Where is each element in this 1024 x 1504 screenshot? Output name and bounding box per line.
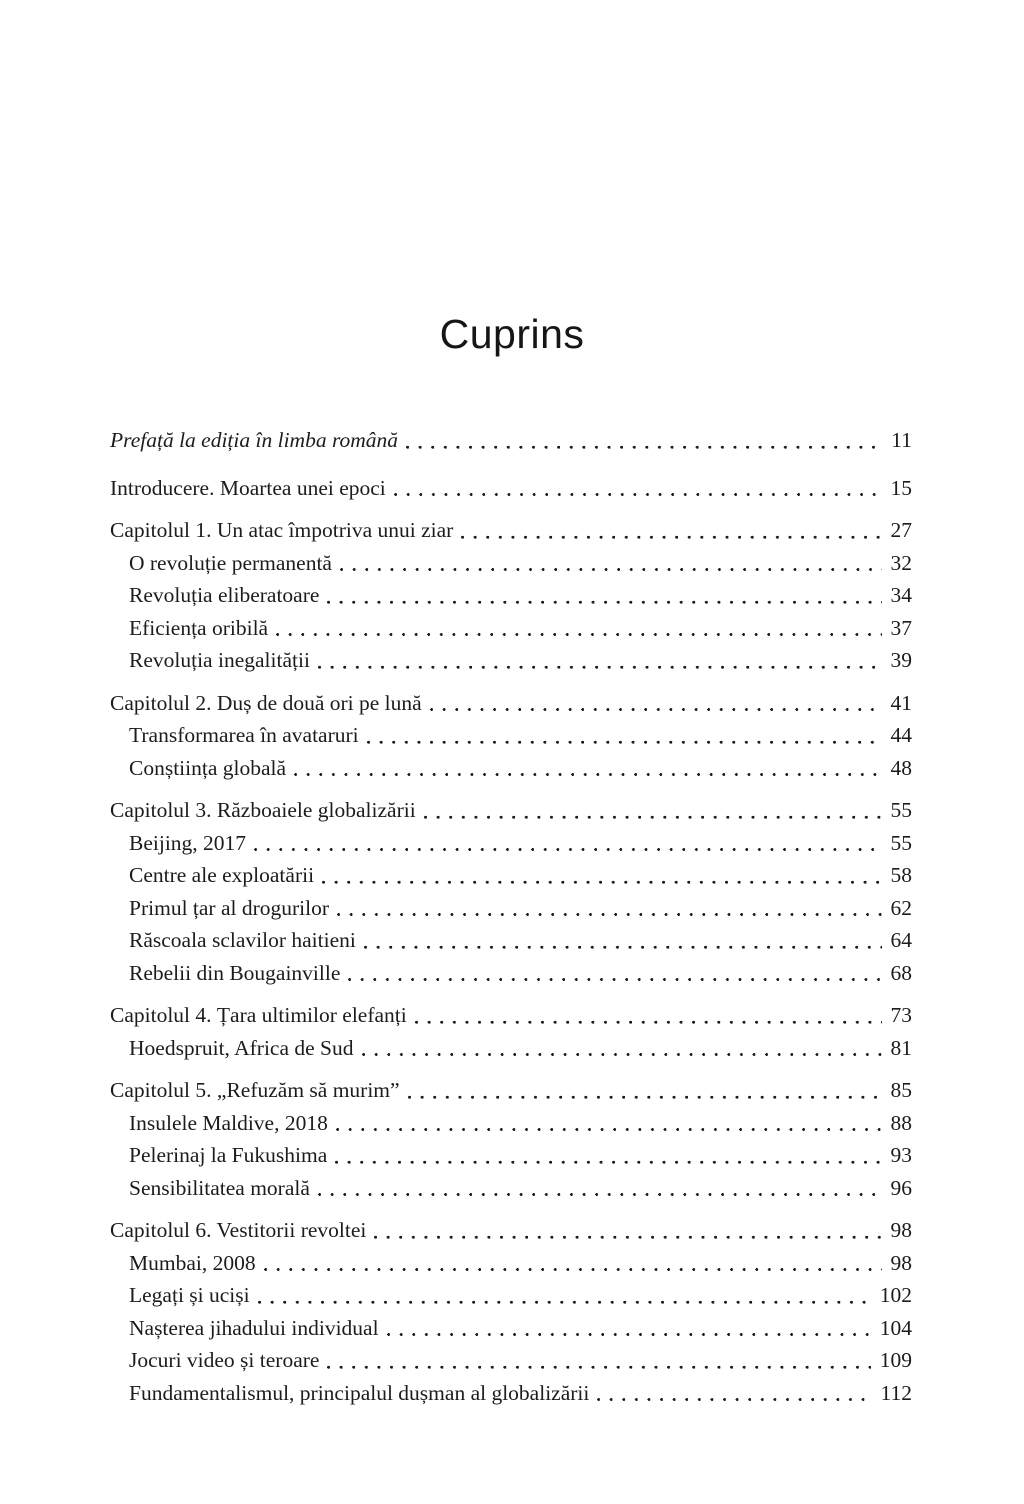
toc-entry-page: 81	[890, 1035, 912, 1060]
dot-leader	[318, 1172, 882, 1205]
toc-entry	[110, 719, 912, 752]
dot-leader	[276, 612, 881, 645]
toc-entry-label: Centre ale exploatării	[129, 863, 315, 887]
toc-entry-label: Capitolul 1. Un atac împotriva unui ziar	[110, 518, 454, 542]
dot-leader	[415, 999, 882, 1032]
dot-leader	[337, 892, 881, 925]
toc-entry-label: Hoedspruit, Africa de Sud	[129, 1035, 354, 1060]
toc-entry	[110, 1279, 912, 1312]
toc-entry-page: 96	[890, 1175, 912, 1200]
toc-entry-page: 55	[890, 830, 912, 855]
dot-leader	[364, 924, 882, 957]
toc-entry-page: 34	[890, 583, 912, 607]
toc-entry	[110, 1074, 912, 1107]
toc-entry-page: 88	[890, 1110, 912, 1135]
toc-entry-page: 37	[890, 615, 912, 640]
dot-leader	[264, 1247, 882, 1280]
toc-entry	[110, 1172, 912, 1205]
toc-entry-page: 39	[890, 648, 912, 672]
dot-leader	[294, 752, 881, 785]
dot-leader	[335, 1139, 881, 1172]
toc-entry-page: 64	[890, 928, 912, 952]
toc-entry-label: Jocuri video și teroare	[129, 1348, 320, 1372]
toc-entry-page: 48	[890, 755, 912, 780]
toc-entry-page: 98	[890, 1250, 912, 1275]
dot-leader	[394, 472, 882, 505]
toc-entry	[110, 1139, 912, 1172]
toc-entry	[110, 514, 912, 547]
toc-entry-page: 32	[890, 550, 912, 575]
toc-entry	[110, 1214, 912, 1247]
toc-entry	[110, 827, 912, 860]
toc-entry-label: Pelerinaj la Fukushima	[129, 1143, 328, 1167]
dot-leader	[387, 1312, 871, 1345]
dot-leader	[461, 514, 881, 547]
table-of-contents	[110, 424, 912, 1409]
toc-entry-label: Răscoala sclavilor haitieni	[129, 928, 356, 952]
toc-entry	[110, 547, 912, 580]
toc-entry-label: Sensibilitatea morală	[129, 1175, 310, 1200]
toc-entry-page: 104	[879, 1315, 912, 1340]
dot-leader	[424, 794, 882, 827]
dot-leader	[430, 687, 882, 720]
toc-entry-page: 11	[891, 428, 912, 452]
dot-leader	[327, 1344, 870, 1377]
dot-leader	[340, 547, 882, 580]
toc-entry	[110, 472, 912, 505]
toc-entry-label: Revoluția inegalității	[129, 648, 310, 672]
dot-leader	[318, 644, 882, 677]
dot-leader	[348, 957, 881, 990]
toc-entry	[110, 794, 912, 827]
toc-entry-page: 93	[890, 1143, 912, 1167]
toc-entry	[110, 999, 912, 1032]
toc-entry	[110, 892, 912, 925]
toc-entry-label: Capitolul 6. Vestitorii revoltei	[110, 1218, 367, 1242]
toc-entry	[110, 924, 912, 957]
toc-entry	[110, 687, 912, 720]
toc-entry	[110, 1107, 912, 1140]
toc-entry	[110, 1032, 912, 1065]
toc-entry	[110, 1247, 912, 1280]
toc-entry	[110, 644, 912, 677]
toc-entry-label: Introducere. Moartea unei epoci	[110, 475, 386, 500]
toc-entry	[110, 1312, 912, 1345]
dot-leader	[362, 1032, 882, 1065]
dot-leader	[367, 719, 882, 752]
toc-entry-page: 98	[890, 1218, 912, 1242]
toc-entry-page: 41	[890, 690, 912, 715]
toc-entry-page: 27	[890, 518, 912, 542]
dot-leader	[597, 1377, 871, 1410]
toc-entry-label: Mumbai, 2008	[129, 1250, 256, 1275]
toc-entry-label: Capitolul 4. Țara ultimilor elefanți	[110, 1003, 407, 1027]
toc-entry-label: Transformarea în avataruri	[129, 723, 359, 747]
toc-entry	[110, 424, 912, 457]
dot-leader	[254, 827, 881, 860]
toc-entry-page: 73	[890, 1003, 912, 1027]
dot-leader	[258, 1279, 871, 1312]
toc-entry	[110, 579, 912, 612]
toc-entry	[110, 957, 912, 990]
toc-entry-page: 109	[879, 1348, 912, 1372]
toc-entry-label: Revoluția eliberatoare	[129, 583, 320, 607]
toc-entry-label: Capitolul 3. Războaiele globalizării	[110, 798, 416, 822]
toc-entry-label: Rebelii din Bougainville	[129, 960, 341, 985]
toc-entry-label: Legați și uciși	[129, 1283, 250, 1307]
toc-entry	[110, 859, 912, 892]
toc-entry-label: Prefață la ediția în limba română	[110, 428, 399, 452]
toc-entry	[110, 612, 912, 645]
toc-entry-label: Nașterea jihadului individual	[129, 1315, 379, 1340]
toc-entry-label: O revoluție permanentă	[129, 550, 332, 575]
toc-entry-page: 58	[890, 863, 912, 887]
dot-leader	[406, 424, 882, 457]
toc-entry-page: 68	[890, 960, 912, 985]
toc-entry	[110, 752, 912, 785]
toc-entry-page: 55	[890, 798, 912, 822]
toc-entry-page: 85	[890, 1078, 912, 1102]
toc-entry-page: 62	[890, 895, 912, 920]
dot-leader	[374, 1214, 881, 1247]
page-title: Cuprins	[439, 311, 585, 357]
dot-leader	[327, 579, 881, 612]
toc-entry-label: Fundamentalismul, principalul dușman al globalizării	[129, 1380, 590, 1405]
toc-entry-page: 112	[880, 1380, 912, 1405]
toc-entry-page: 44	[890, 723, 912, 747]
toc-entry-page: 15	[890, 475, 912, 500]
toc-entry-label: Primul țar al drogurilor	[129, 895, 330, 920]
toc-entry-label: Capitolul 5. „Refuzăm să murim”	[110, 1078, 400, 1102]
dot-leader	[336, 1107, 882, 1140]
toc-entry-page: 102	[879, 1283, 912, 1307]
toc-entry-label: Insulele Maldive, 2018	[129, 1110, 328, 1135]
toc-entry-label: Eficiența oribilă	[129, 615, 269, 640]
dot-leader	[408, 1074, 882, 1107]
toc-entry	[110, 1377, 912, 1410]
toc-entry	[110, 1344, 912, 1377]
toc-entry-label: Beijing, 2017	[129, 830, 247, 855]
toc-entry-label: Capitolul 2. Duș de două ori pe lună	[110, 690, 422, 715]
toc-entry-label: Conștiința globală	[129, 755, 287, 780]
dot-leader	[322, 859, 881, 892]
